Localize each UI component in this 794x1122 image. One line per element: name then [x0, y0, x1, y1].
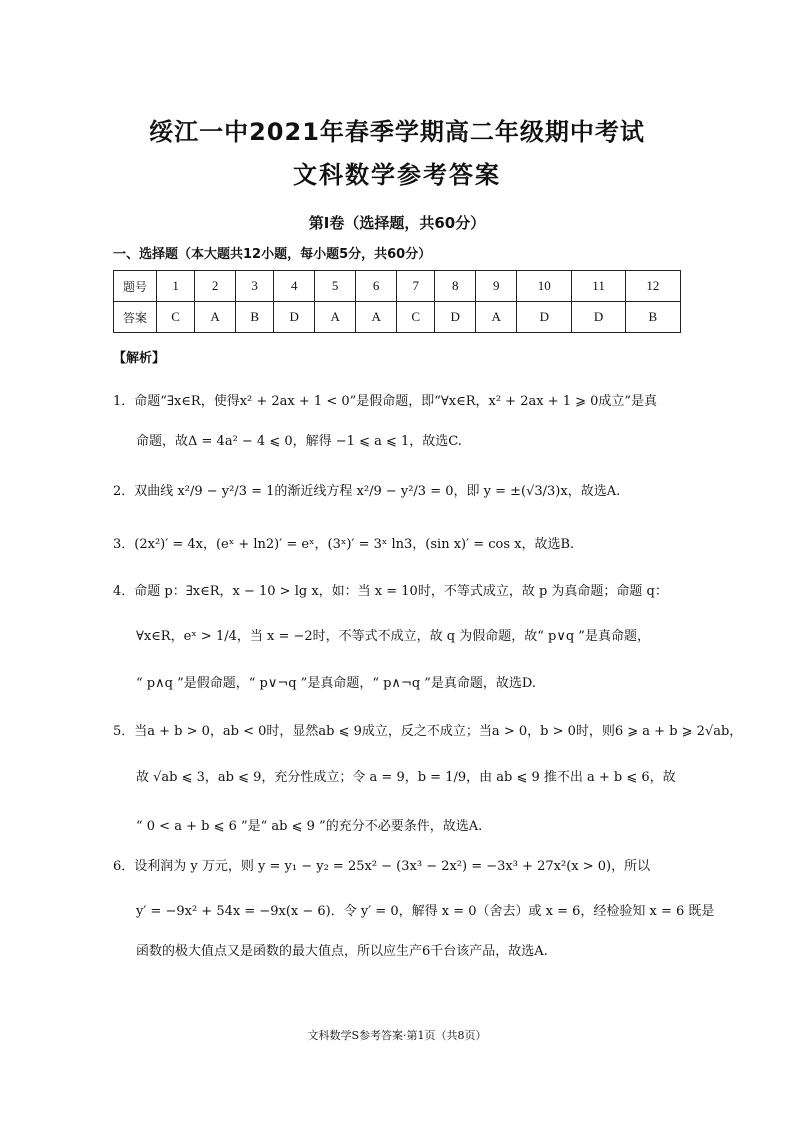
- question-number-cell: 7: [397, 271, 435, 302]
- solution-line: 3．(2x²)′ = 4x，(eˣ + ln2)′ = eˣ，(3ˣ)′ = 3ˣ ln3，(sin x)′ = cos x，故选B.: [113, 537, 575, 552]
- solution-line: 4．命题 p：∃x∈R，x − 10 > lg x，如：当 x = 10时，不等式成立，故 p 为真命题；命题 q：: [113, 584, 668, 599]
- answer-cell: B: [625, 302, 680, 333]
- document-title: 绥江一中2021年春季学期高二年级期中考试: [149, 118, 645, 146]
- answer-cell: A: [195, 302, 236, 333]
- answer-cell: D: [274, 302, 315, 333]
- solution-line: 6．设利润为 y 万元，则 y = y₁ − y₂ = 25x² − (3x³ − 2x²) = −3x³ + 27x²(x > 0)，所以: [113, 859, 651, 874]
- answer-cell: A: [476, 302, 517, 333]
- question-number-cell: 11: [572, 271, 625, 302]
- table-header-cell: 题号: [114, 271, 157, 302]
- answer-cell: A: [356, 302, 397, 333]
- answer-table: [113, 270, 681, 333]
- solution-line: “ 0 < a + b ⩽ 6 ”是“ ab ⩽ 9 ”的充分不必要条件，故选A.: [136, 819, 483, 834]
- solution-line: ∀x∈R，eˣ > 1/4，当 x = −2时，不等式不成立，故 q 为假命题，故“ p∨q ”是真命题，: [136, 629, 650, 644]
- answer-cell: D: [435, 302, 476, 333]
- question-number-cell: 6: [356, 271, 397, 302]
- question-number-cell: 9: [476, 271, 517, 302]
- question-number-cell: 10: [517, 271, 572, 302]
- question-number-cell: 5: [315, 271, 356, 302]
- question-number-cell: 8: [435, 271, 476, 302]
- question-number-cell: 2: [195, 271, 236, 302]
- solution-line: 命题，故Δ = 4a² − 4 ⩽ 0，解得 −1 ⩽ a ⩽ 1，故选C.: [136, 434, 462, 449]
- answer-cell: C: [397, 302, 435, 333]
- answer-cell: A: [315, 302, 356, 333]
- answer-table-answer-row: [114, 302, 681, 333]
- section-title: 第Ⅰ卷（选择题，共60分）: [308, 214, 486, 232]
- answer-cell: D: [572, 302, 625, 333]
- table-header-cell: 答案: [114, 302, 157, 333]
- question-type-heading: 一、选择题（本大题共12小题，每小题5分，共60分）: [113, 247, 432, 262]
- page-footer: 文科数学S参考答案·第1页（共8页）: [307, 1029, 487, 1042]
- solution-line: 函数的极大值点又是函数的最大值点，所以应生产6千台该产品，故选A.: [136, 944, 548, 959]
- analysis-label: 【解析】: [113, 351, 166, 366]
- answer-cell: B: [236, 302, 274, 333]
- solution-line: y′ = −9x² + 54x = −9x(x − 6)．令 y′ = 0，解得 x = 0（舍去）或 x = 6，经检验知 x = 6 既是: [136, 904, 715, 919]
- question-number-cell: 12: [625, 271, 680, 302]
- question-number-cell: 1: [157, 271, 195, 302]
- solution-line: 1．命题“∃x∈R，使得x² + 2ax + 1 < 0”是假命题，即“∀x∈R，x² + 2ax + 1 ⩾ 0成立”是真: [113, 394, 658, 409]
- document-subtitle: 文科数学参考答案: [293, 161, 501, 189]
- answer-cell: D: [517, 302, 572, 333]
- solution-line: 2．双曲线 x²/9 − y²/3 = 1的渐近线方程 x²/9 − y²/3 = 0，即 y = ±(√3/3)x，故选A.: [113, 484, 621, 499]
- solution-line: 5．当a + b > 0，ab < 0时，显然ab ⩽ 9成立，反之不成立；当a > 0，b > 0时，则6 ⩾ a + b ⩾ 2√ab，: [113, 724, 743, 739]
- question-number-cell: 3: [236, 271, 274, 302]
- question-number-cell: 4: [274, 271, 315, 302]
- solution-line: “ p∧q ”是假命题，“ p∨¬q ”是真命题，“ p∧¬q ”是真命题，故选D.: [136, 676, 537, 691]
- answer-cell: C: [157, 302, 195, 333]
- answer-table-number-row: [114, 271, 681, 302]
- solution-line: 故 √ab ⩽ 3，ab ⩽ 9，充分性成立；令 a = 9，b = 1/9，由 ab ⩽ 9 推不出 a + b ⩽ 6，故: [136, 770, 676, 785]
